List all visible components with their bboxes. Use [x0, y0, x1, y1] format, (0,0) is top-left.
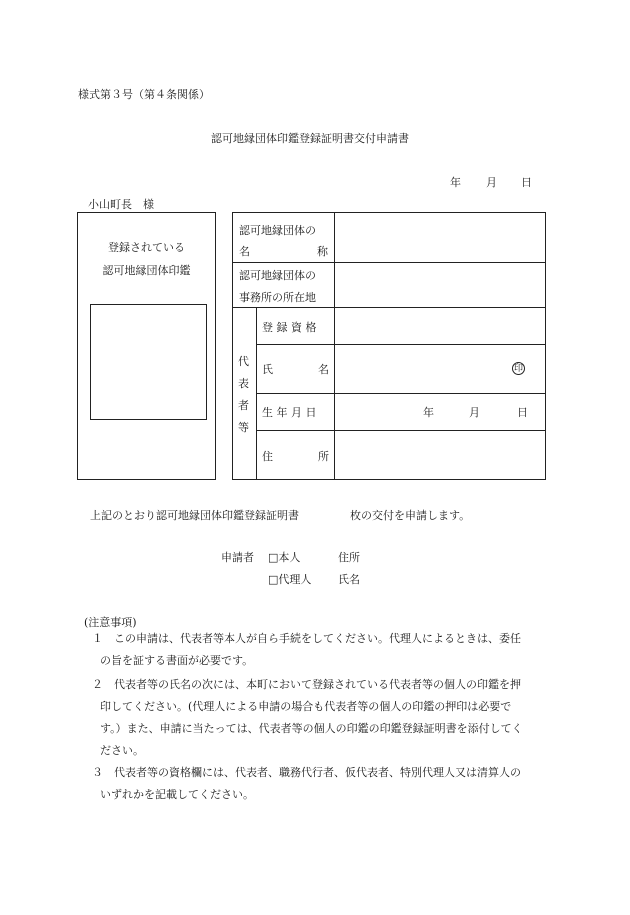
note-2-line1: ２ 代表者等の氏名の次には、本町において登録されている代表者等の個人の印鑑を押	[92, 678, 521, 691]
date-month-label: 月	[486, 176, 497, 189]
org-name-label-line1: 認可地縁団体の	[239, 224, 316, 237]
note-2-line4: ださい。	[100, 744, 144, 757]
notes-heading: (注意事項)	[84, 616, 137, 629]
applicant-name-label: 氏名	[338, 573, 360, 586]
applicant-address-label: 住所	[338, 551, 360, 564]
note-1-line2: の旨を証する書面が必要です。	[100, 654, 254, 667]
address-label-a: 住	[262, 450, 273, 463]
seal-impression-area[interactable]	[90, 304, 207, 420]
org-name-label-b: 称	[317, 245, 328, 258]
note-1-line1: １ この申請は、代表者等本人が自ら手続をしてください。代理人によるときは、委任	[92, 632, 521, 645]
qualification-label: 登 録 資 格	[262, 321, 317, 334]
qualification-field[interactable]	[335, 308, 545, 344]
row-divider	[256, 393, 545, 394]
date-day-label: 日	[521, 176, 532, 189]
applicant-self-checkbox[interactable]: □本人	[268, 551, 301, 564]
statement-text-b: 枚の交付を申請します。	[350, 509, 471, 522]
birthdate-label: 生 年 月 日	[262, 406, 317, 419]
representative-address-field[interactable]	[335, 431, 545, 479]
form-number: 様式第３号（第４条関係）	[78, 88, 210, 101]
note-3-line1: ３ 代表者等の資格欄には、代表者、職務代行者、仮代表者、特別代理人又は清算人の	[92, 766, 521, 779]
office-address-field[interactable]	[335, 263, 545, 307]
registered-seal-panel	[77, 212, 216, 480]
representative-char: 者	[238, 399, 249, 412]
address-label-b: 所	[318, 450, 329, 463]
org-name-field[interactable]	[335, 213, 545, 262]
note-3-line2: いずれかを記載してください。	[100, 788, 254, 801]
applicant-label: 申請者	[221, 551, 254, 564]
copies-count-field[interactable]	[315, 504, 347, 522]
date-year-label: 年	[450, 176, 461, 189]
column-divider	[256, 307, 257, 479]
seal-panel-line2: 認可地縁団体印鑑	[102, 264, 191, 277]
name-label-b: 名	[318, 363, 329, 376]
representative-char: 代	[238, 355, 249, 368]
seal-panel-line1: 登録されている	[108, 241, 185, 254]
representative-char: 等	[238, 421, 249, 434]
birth-day-label: 日	[517, 406, 528, 419]
office-label-line1: 認可地縁団体の	[239, 269, 316, 282]
representative-char: 表	[238, 377, 249, 390]
seal-mark-icon: 印	[513, 364, 523, 374]
page-title: 認可地縁団体印鑑登録証明書交付申請書	[211, 132, 409, 145]
note-2-line3: す。）また、申請に当たっては、代表者等の個人の印鑑の印鑑登録証明書を添付してく	[100, 722, 523, 735]
office-label-line2: 事務所の所在地	[239, 291, 316, 304]
applicant-proxy-checkbox[interactable]: □代理人	[268, 573, 312, 586]
org-name-label-a: 名	[239, 245, 250, 258]
applicant-table	[232, 212, 546, 480]
birth-year-label: 年	[423, 406, 434, 419]
name-label-a: 氏	[262, 363, 273, 376]
addressee: 小山町長 様	[88, 198, 154, 211]
birth-month-label: 月	[469, 406, 480, 419]
statement-text-a: 上記のとおり認可地縁団体印鑑登録証明書	[90, 509, 299, 522]
note-2-line2: 印してください。(代理人による申請の場合も代表者等の個人の印鑑の押印は必要で	[100, 700, 512, 713]
